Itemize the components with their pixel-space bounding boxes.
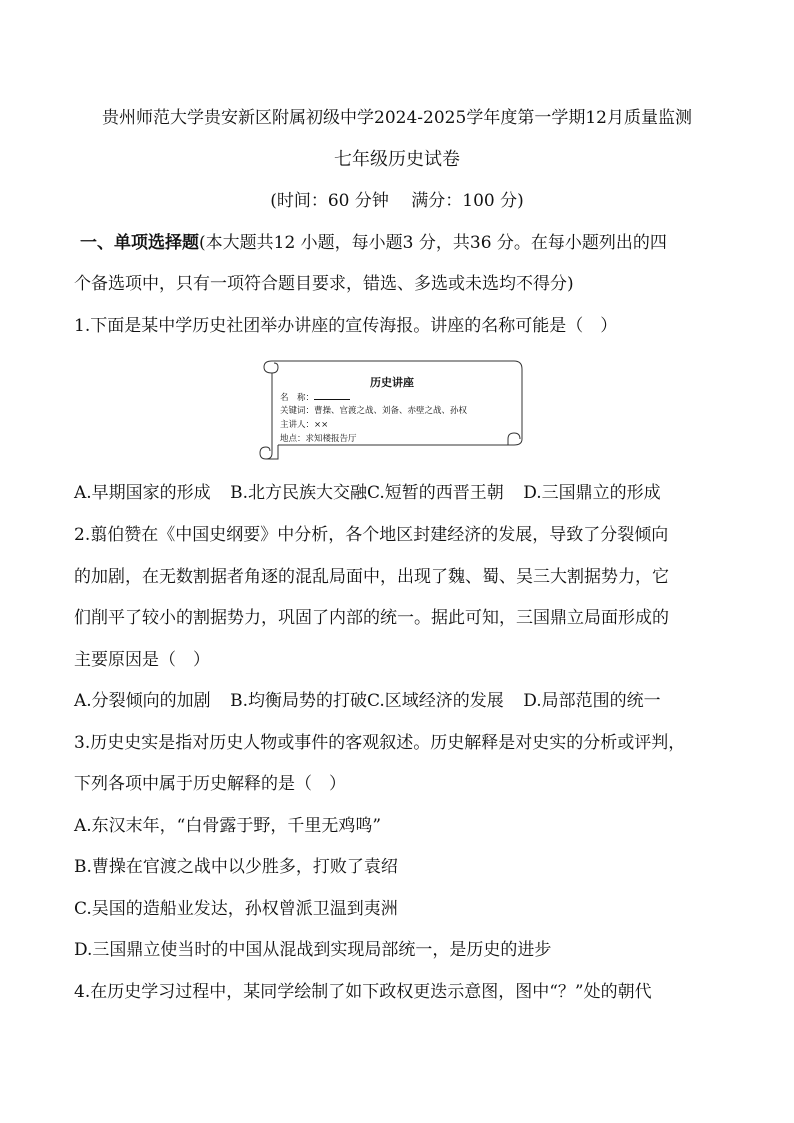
section-heading: 一、单项选择题 [80,233,199,253]
exam-info: (时间：60 分钟 满分：100 分) [270,191,524,211]
poster-name-label: 名 称： [280,393,315,403]
question-2-option-c[interactable]: C.区域经济的发展 [367,691,504,711]
question-2-stem-line-1: 2.翦伯赞在《中国史纲要》中分析，各个地区封建经济的发展，导致了分裂倾向 [74,525,669,545]
exam-title: 贵州师范大学贵安新区附属初级中学2024-2025学年度第一学期12月质量监测 [102,108,692,128]
question-2-option-d[interactable]: D.局部范围的统一 [523,691,661,711]
question-1-option-a[interactable]: A.早期国家的形成 [74,483,211,503]
question-2-options [74,689,734,713]
question-2-stem-line-4: 主要原因是（ ） [74,650,210,670]
exam-subtitle: 七年级历史试卷 [334,149,460,170]
section-instruction-part1: (本大题共12 小题，每小题3 分，共36 分。在每小题列出的四 [199,233,667,253]
question-2-stem-line-2: 的加剧，在无数割据者角逐的混乱局面中，出现了魏、蜀、吴三大割据势力，它 [74,567,669,587]
question-1-option-d[interactable]: D.三国鼎立的形成 [523,483,661,503]
question-1-options [74,481,734,505]
poster-location: 地点：求知楼报告厅 [280,434,357,444]
question-1-stem: 1.下面是某中学历史社团举办讲座的宣传海报。讲座的名称可能是（ ） [74,316,618,336]
question-3-stem-line-1: 3.历史史实是指对历史人物或事件的客观叙述。历史解释是对史实的分析或评判， [74,733,686,753]
poster-keywords: 关键词：曹操、官渡之战、刘备、赤壁之战、孙权 [280,406,468,416]
poster-speaker: 主讲人：×× [280,420,329,430]
question-3-option-b[interactable]: B.曹操在官渡之战中以少胜多，打败了袁绍 [74,857,398,877]
question-2-stem-line-3: 们削平了较小的割据势力，巩固了内部的统一。据此可知，三国鼎立局面形成的 [74,608,669,628]
question-3-stem-line-2: 下列各项中属于历史解释的是（ ） [74,774,346,794]
question-3-option-c[interactable]: C.吴国的造船业发达，孙权曾派卫温到夷洲 [74,899,398,919]
question-1-option-b[interactable]: B.北方民族大交融 [230,483,367,503]
poster-title: 历史讲座 [370,376,414,389]
poster-name-blank [314,391,350,400]
section-instruction-part2: 个备选项中，只有一项符合题目要求，错选、多选或未选均不得分) [74,274,574,294]
question-3-option-d[interactable]: D.三国鼎立使当时的中国从混战到实现局部统一，是历史的进步 [74,940,552,960]
question-1-option-c[interactable]: C.短暂的西晋王朝 [367,483,504,503]
question-2-option-b[interactable]: B.均衡局势的打破 [230,691,367,711]
question-4-stem: 4.在历史学习过程中，某同学绘制了如下政权更迭示意图，图中“？”处的朝代 [74,982,652,1002]
question-3-option-a[interactable]: A.东汉末年，“白骨露于野，千里无鸡鸣” [74,816,382,836]
section-instruction [80,231,734,255]
question-2-option-a[interactable]: A.分裂倾向的加剧 [74,691,211,711]
lecture-poster [258,355,526,460]
poster-name-line [280,391,350,404]
